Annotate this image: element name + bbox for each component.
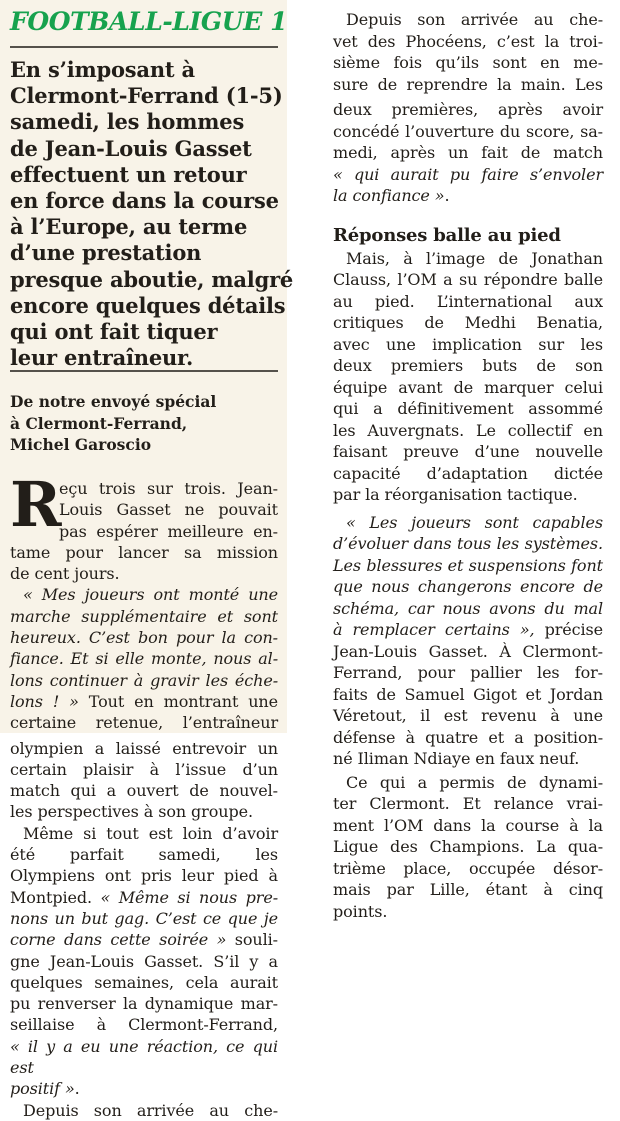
text-line [10, 908, 278, 929]
text-line [10, 1100, 278, 1121]
kicker-headline: FOOTBALL-LIGUE 1 [10, 7, 288, 36]
text-line [333, 248, 603, 270]
text-line [333, 836, 603, 858]
body-text: précise [534, 620, 604, 639]
text-line [333, 31, 603, 53]
body-text: les perspectives à son groupe. [10, 802, 253, 822]
byline-line: Michel Garoscio [10, 435, 152, 454]
body-text: points. [333, 901, 388, 921]
body-text: sième fois qu’ils sont en me- [333, 53, 603, 72]
rule-under-kicker [10, 46, 278, 48]
body-text: Depuis son arrivée au che- [23, 1100, 278, 1120]
text-line [10, 627, 278, 648]
body-text: faisant preuve d’une nouvelle [333, 442, 603, 461]
quote-text: fiance. Et si elle monte, nous al- [10, 649, 278, 669]
quote-text: corne dans cette soirée » [10, 930, 227, 950]
text-line [333, 463, 603, 485]
body-text: olympien a laissé entrevoir un [10, 738, 278, 758]
text-line [333, 9, 603, 31]
body-text: défense à quatre et a position- [333, 727, 603, 747]
text-line [333, 533, 603, 555]
body-text: au pied. L’international aux [333, 291, 603, 311]
quote-text: « qui aurait pu faire s’envoler [333, 164, 603, 184]
text-line [333, 727, 603, 749]
quote-text: nons un but gag. C’est ce que je [10, 908, 278, 928]
drop-cap: R [10, 468, 62, 541]
text-line [333, 377, 603, 399]
quote-text: à remplacer certains », [333, 620, 535, 639]
quote-text: « Mes joueurs ont monté une [23, 585, 278, 605]
body-text: Véretout, il est revenu à une [333, 706, 603, 725]
text-line [10, 606, 278, 627]
lede-line: Clermont-Ferrand (1-5) [10, 83, 283, 109]
body-text: avec une implication sur les [333, 334, 603, 354]
text-line [10, 929, 278, 950]
quote-text: lons continuer à gravir les éche- [10, 670, 278, 690]
lede-line: à l’Europe, au terme [10, 214, 248, 240]
text-line [333, 555, 603, 577]
text-line [333, 74, 603, 96]
text-line [333, 99, 603, 121]
text-line [10, 521, 278, 542]
text-line [10, 972, 278, 993]
text-line [333, 312, 603, 334]
text-line [10, 1078, 278, 1099]
quote-text: d’évoluer dans tous les systèmes. [333, 534, 603, 553]
body-text: pu renverser la dynamique mar- [10, 994, 278, 1014]
body-text: qui a définitivement assommé [333, 399, 603, 418]
text-line [10, 780, 278, 801]
section-subhead: Réponses balle au pied [333, 224, 561, 246]
text-line [333, 142, 603, 164]
lede-line: qui ont fait tiquer [10, 319, 218, 345]
text-line [10, 865, 278, 886]
body-text: été parfait samedi, les [10, 845, 278, 865]
body-text: faits de Samuel Gigot et Jordan [333, 684, 603, 704]
body-text: Même si tout est loin d’avoir [23, 823, 278, 843]
lede-line: En s’imposant à [10, 57, 195, 82]
body-text: trième place, occupée désor- [333, 858, 603, 878]
body-text: quelques semaines, cela aurait [10, 972, 278, 992]
body-text: souli- [226, 930, 278, 950]
body-text: Montpied. [10, 887, 101, 907]
text-line [10, 738, 278, 759]
body-text: Ce qui a permis de dynami- [346, 772, 603, 792]
body-text: gne Jean-Louis Gasset. S’il y a [10, 951, 278, 971]
text-line [333, 484, 603, 506]
body-text: Ferrand, pour pallier les for- [333, 663, 603, 682]
text-line [333, 121, 603, 143]
left-column-body [10, 468, 279, 1121]
text-line [333, 879, 603, 901]
text-line [333, 52, 603, 74]
text-line [10, 1014, 278, 1035]
text-line [10, 542, 278, 563]
text-line [10, 993, 278, 1014]
text-line [333, 619, 603, 641]
text-line [333, 269, 603, 291]
text-line [10, 670, 278, 691]
lede-line: presque aboutie, malgré [10, 266, 294, 292]
rule-under-lede [10, 370, 278, 372]
text-line [10, 823, 278, 844]
text-line [333, 291, 603, 313]
body-text: Louis Gasset ne pouvait [59, 500, 278, 520]
quote-text: la confiance » [333, 186, 445, 205]
text-line [10, 801, 278, 822]
quote-text: lons ! » [10, 691, 79, 711]
lede-line: en force dans la course [10, 188, 279, 214]
quote-text: schéma, car nous avons du mal [333, 598, 603, 618]
body-text: tame pour lancer sa mission [10, 542, 278, 562]
text-line [10, 887, 278, 908]
quote-text: positif » [10, 1079, 75, 1099]
text-line [333, 705, 603, 727]
quote-text: Les blessures et suspensions font [333, 555, 603, 575]
quote-text: « il y a eu une réaction, ce qui est [10, 1036, 278, 1078]
quote-text: « Les joueurs sont capables [346, 512, 603, 532]
body-text: certaine retenue, l’entraîneur [10, 713, 278, 733]
body-text: deux premiers buts de son [333, 356, 603, 375]
text-line [10, 691, 278, 712]
lede-line: de Jean-Louis Gasset [10, 135, 252, 161]
text-line [333, 164, 603, 186]
body-text: deux premières, après avoir [333, 100, 603, 119]
lede-line: effectuent un retour [10, 161, 247, 187]
text-line [333, 576, 603, 598]
text-line [333, 598, 603, 620]
text-line [333, 901, 603, 923]
text-line [333, 662, 603, 684]
body-text: eçu trois sur trois. Jean- [59, 479, 278, 498]
text-line [333, 185, 603, 207]
body-text: Depuis son arrivée au che- [346, 10, 603, 29]
body-text: . [444, 186, 450, 205]
quote-text: heureux. C’est bon pour la con- [10, 628, 278, 648]
body-text: vet des Phocéens, c’est la troi- [333, 31, 603, 51]
body-text: concédé l’ouverture du score, sa- [333, 121, 603, 141]
text-line [10, 584, 278, 605]
body-text: Jean-Louis Gasset. À Clermont- [333, 641, 603, 661]
text-line [10, 759, 278, 780]
body-text: né Iliman Ndiaye en faux neuf. [333, 749, 580, 768]
text-line [10, 1036, 278, 1079]
body-text: medi, après un fait de match [333, 143, 603, 162]
body-text: ter Clermont. Et relance vrai- [333, 794, 603, 813]
text-line [333, 420, 603, 442]
body-text: équipe avant de marquer celui [333, 377, 603, 397]
quote-text: « Même si nous pre- [100, 887, 278, 907]
body-text: pas espérer meilleure en- [59, 521, 278, 541]
right-column-body [333, 9, 603, 922]
text-line [10, 712, 278, 733]
text-line [333, 684, 603, 706]
text-line [333, 858, 603, 880]
body-text: ment l’OM dans la course à la [333, 815, 603, 835]
text-line [333, 512, 603, 534]
text-line [333, 641, 603, 663]
text-line [333, 398, 603, 420]
body-text: Clauss, l’OM a su répondre balle [333, 270, 603, 289]
text-line [333, 355, 603, 377]
text-line [333, 748, 603, 770]
lede-line: d’une prestation [10, 240, 202, 266]
text-line [10, 844, 278, 865]
body-text: Mais, à l’image de Jonathan [346, 248, 603, 268]
byline [10, 391, 278, 456]
text-line [333, 334, 603, 356]
body-text: seillaise à Clermont-Ferrand, [10, 1015, 278, 1035]
text-line [10, 563, 278, 584]
body-text: de cent jours. [10, 564, 120, 584]
text-line [10, 648, 278, 669]
body-text: sure de reprendre la main. Les [333, 74, 603, 94]
text-line [10, 499, 278, 520]
byline-line: à Clermont-Ferrand, [10, 413, 188, 433]
body-text: . [74, 1079, 80, 1099]
body-text: Olympiens ont pris leur pied à [10, 866, 278, 886]
body-text: Ligue des Champions. La qua- [333, 837, 603, 856]
quote-text: que nous changerons encore de [333, 577, 603, 596]
body-text: certain plaisir à l’issue d’un [10, 759, 278, 779]
body-text: capacité d’adaptation dictée [333, 463, 603, 483]
body-text: match qui a ouvert de nouvel- [10, 781, 278, 801]
body-text: Tout en montrant une [78, 691, 279, 711]
lede-line: leur entraîneur. [10, 345, 194, 371]
text-line [333, 793, 603, 815]
quote-text: marche supplémentaire et sont [10, 606, 278, 626]
text-line [333, 815, 603, 837]
text-line [10, 951, 278, 972]
text-line [333, 772, 603, 794]
text-line [333, 441, 603, 463]
lede-line: samedi, les hommes [10, 109, 245, 135]
body-text: par la réorganisation tactique. [333, 485, 578, 504]
body-text: mais par Lille, étant à cinq [333, 880, 603, 899]
text-line [10, 478, 278, 499]
body-text: critiques de Medhi Benatia, [333, 313, 603, 332]
article-lede [10, 57, 294, 371]
lede-line: encore quelques détails [10, 292, 286, 318]
body-text: les Auvergnats. Le collectif en [333, 420, 603, 440]
byline-line: De notre envoyé spécial [10, 392, 217, 411]
